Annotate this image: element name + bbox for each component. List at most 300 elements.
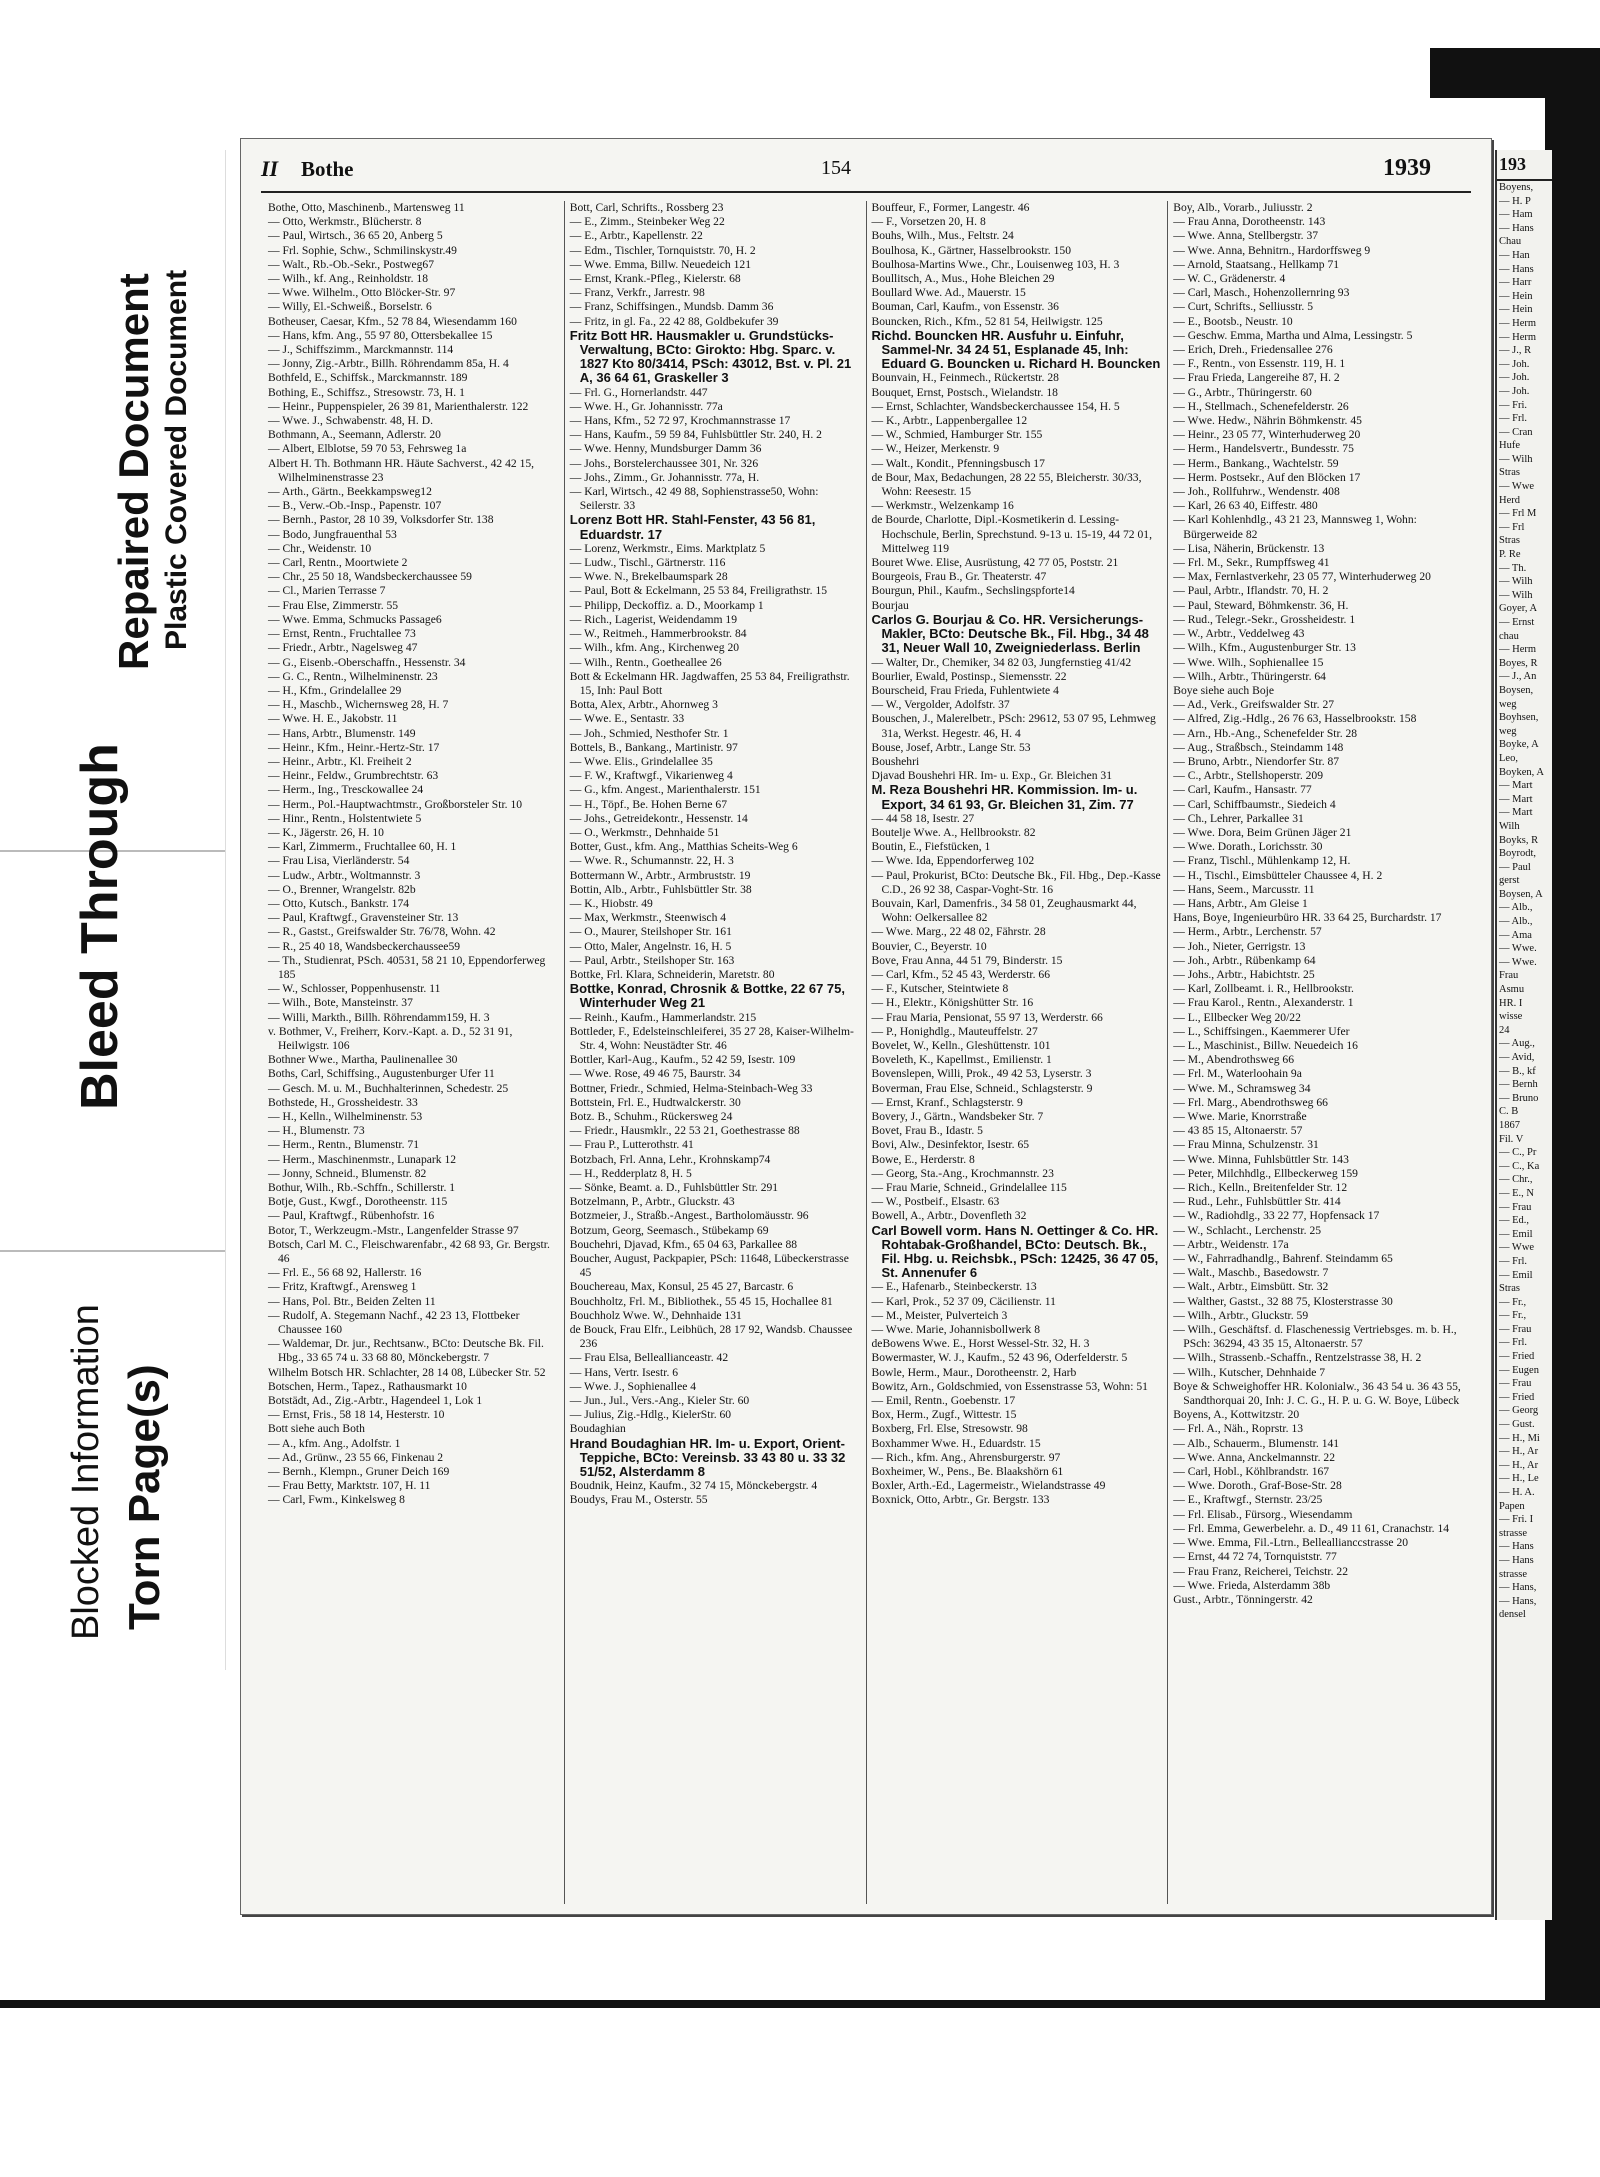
directory-entry: Botzelmann, P., Arbtr., Gluckstr. 43 [569, 1195, 735, 1209]
directory-entry: — Hans, Kfm., 52 72 97, Krochmannstrasse 17 [569, 414, 791, 428]
directory-entry: Botta, Alex, Arbtr., Ahornweg 3 [569, 698, 718, 712]
directory-entry: — Wwe. J., Sophienallee 4 [569, 1379, 697, 1393]
directory-entry: — Wwe. Dora, Beim Grünen Jäger 21 [1173, 825, 1352, 839]
directory-entry: — O., Brenner, Wrangelstr. 82b [268, 882, 416, 896]
directory-entry: — Walt., Kondit., Pfenningsbusch 17 [871, 456, 1045, 470]
opposite-page-line: — H., Ar [1499, 1446, 1539, 1458]
directory-entry: Bovi, Alw., Desinfektor, Isestr. 65 [871, 1138, 1030, 1152]
opposite-page-line: — Frl. [1499, 1337, 1528, 1349]
opposite-page-line: — Bernh [1499, 1079, 1538, 1091]
directory-entry: — Frau Karol., Rentn., Alexanderstr. 1 [1173, 996, 1354, 1010]
directory-entry: — Joh., Arbtr., Rübenkamp 64 [1173, 953, 1316, 967]
directory-entry: — Frau Else, Zimmerstr. 55 [268, 598, 399, 612]
directory-entry: Boucher, August, Packpapier, PSch: 11648, Lübeckerstrasse 45 [569, 1252, 849, 1280]
directory-entry: — Ch., Lehrer, Parkallee 31 [1173, 811, 1304, 825]
directory-entry: Boverman, Frau Else, Schneid., Schlagsterstr. 9 [871, 1081, 1093, 1095]
directory-entry: — Wwe. Marg., 22 48 02, Fährstr. 28 [871, 925, 1046, 939]
directory-entry: Botor, T., Werkzeugm.-Mstr., Langenfelder Strasse 97 [268, 1223, 519, 1237]
directory-entry: — E., Zimm., Steinbeker Weg 22 [569, 215, 725, 229]
directory-entry: — Franz, Schiffsingen., Mundsb. Damm 36 [569, 300, 774, 314]
opposite-page-line: — Wwe. [1499, 956, 1537, 968]
directory-entry: — Walt., Maschb., Basedowstr. 7 [1173, 1266, 1329, 1280]
opposite-page-line: Frau [1499, 970, 1519, 982]
directory-entry: — K., Arbtr., Lappenbergallee 12 [871, 414, 1028, 428]
opposite-page-line: chau [1499, 630, 1519, 642]
directory-entry: — Carl, Schiffbaumstr., Siedeich 4 [1173, 797, 1336, 811]
directory-entry: — Frl. A., Näh., Roprstr. 13 [1173, 1422, 1304, 1436]
directory-entry: — W., Fahrradhandlg., Bahrenf. Steindamm 65 [1173, 1252, 1393, 1266]
directory-entry: Boyens, A., Kottwitzstr. 20 [1173, 1408, 1300, 1422]
directory-entry: — Karl Kohlenhdlg., 43 21 23, Mannsweg 1, Wohn: Bürgerweide 82 [1173, 513, 1417, 541]
directory-entry: v. Bothmer, V., Freiherr, Korv.-Kapt. a. D., 52 31 91, Heilwigstr. 106 [268, 1024, 513, 1052]
directory-entry: — H., Redderplatz 8, H. 5 [569, 1166, 692, 1180]
directory-entry: — Johs., Borstelerchaussee 301, Nr. 326 [569, 456, 759, 470]
directory-entry: Bott, Carl, Schrifts., Rossberg 23 [569, 201, 724, 214]
directory-entry: Richd. Bouncken HR. Ausfuhr u. Einfuhr, Sammel-Nr. 34 24 51, Esplanade 45, Inh: Eduard G. Bouncken u. Richard H. Bouncken [871, 327, 1161, 372]
opposite-page-line: Hufe [1499, 440, 1520, 452]
opposite-page-line: — Th. [1499, 562, 1527, 574]
opposite-page-line: — Hans [1499, 1554, 1534, 1566]
directory-entry: — Rich., Lagerist, Weidendamm 19 [569, 612, 737, 626]
directory-entry: — Frl. Marg., Abendrothsweg 66 [1173, 1095, 1328, 1109]
opposite-page-line: — Mart [1499, 793, 1533, 805]
directory-entry: — Herm., Rentn., Blumenstr. 71 [268, 1138, 420, 1152]
directory-entry: — Bodo, Jungfrauenthal 53 [268, 527, 397, 541]
opposite-page-line: — Hans, [1499, 1582, 1537, 1594]
directory-entry: Gust., Arbtr., Tönningerstr. 42 [1173, 1592, 1313, 1606]
directory-entry: — Wwe. Elis., Grindelallee 35 [569, 754, 713, 768]
directory-entry: — B., Verw.-Ob.-Insp., Papenstr. 107 [268, 499, 442, 513]
opposite-page-line: gerst [1499, 875, 1520, 887]
opposite-page-line: — Han [1499, 249, 1530, 261]
opposite-page-line: Boyhsen, [1499, 712, 1539, 724]
directory-entry: — W., Radiohdlg., 33 22 77, Hopfensack 17 [1173, 1209, 1380, 1223]
directory-entry: — Wwe. Minna, Fuhlsbüttler Str. 143 [1173, 1152, 1349, 1166]
directory-entry: — Paul, Wirtsch., 36 65 20, Anberg 5 [268, 229, 443, 243]
directory-entry: — H., Stellmach., Schenefelderstr. 26 [1173, 399, 1349, 413]
directory-entry: — Hans, Pol. Btr., Beiden Zelten 11 [268, 1294, 436, 1308]
directory-entry: Bourgun, Phil., Kaufm., Sechslingspforte14 [871, 584, 1075, 598]
opposite-page-line: P. Re [1499, 549, 1521, 561]
directory-entry: Boxler, Arth.-Ed., Lagermeistr., Wielandstrasse 49 [871, 1479, 1106, 1493]
directory-column [867, 201, 1169, 1904]
opposite-page-line: — Harr [1499, 277, 1532, 289]
directory-entry: — F., Kutscher, Steintwiete 8 [871, 982, 1009, 996]
directory-entry: — Cl., Marien Terrasse 7 [268, 584, 386, 598]
directory-entry: — Albert, Elblotse, 59 70 53, Fehrsweg 1a [268, 442, 467, 456]
directory-entry: Boulhosa, K., Gärtner, Hasselbrookstr. 150 [871, 243, 1071, 257]
directory-entry: — E., Kraftwgf., Sternstr. 23/25 [1173, 1493, 1323, 1507]
opposite-page-line: Boyke, A [1499, 739, 1539, 751]
directory-entry: — Karl, Zollbeamt. i. R., Hellbrookstr. [1173, 982, 1354, 996]
opposite-page-line: — Eugen [1499, 1364, 1539, 1376]
directory-entry: — Frau Betty, Marktstr. 107, H. 11 [268, 1479, 431, 1493]
directory-entry: — H., Kfm., Grindelallee 29 [268, 683, 402, 697]
directory-entry: — Hans, Arbtr., Blumenstr. 149 [268, 726, 416, 740]
directory-entry: — Wwe. Ida, Eppendorferweg 102 [871, 854, 1035, 868]
directory-column [1168, 201, 1469, 1904]
opposite-page-line: — Emil [1499, 1269, 1533, 1281]
directory-entry: — Arth., Gärtn., Beekkampsweg12 [268, 485, 432, 499]
directory-entry: — Frau Marie, Schneid., Grindelallee 115 [871, 1181, 1067, 1195]
directory-entry: Bouhs, Wilh., Mus., Feltstr. 24 [871, 229, 1014, 243]
opposite-page-line: — Fried [1499, 1351, 1535, 1363]
directory-entry: — G., kfm. Angest., Marienthalerstr. 151 [569, 783, 761, 797]
directory-entry: — M., Abendrothsweg 66 [1173, 1053, 1295, 1067]
directory-page [240, 138, 1492, 1915]
opposite-page-line: — Bruno [1499, 1092, 1539, 1104]
opposite-page-line: — Ama [1499, 929, 1532, 941]
opposite-page-line: — Frl M [1499, 508, 1537, 520]
directory-entry: — Wilh., Geschäftsf. d. Flaschenessig Vertriebsges. m. b. H., PSch: 36294, 43 35 15, Altonaerstr. 57 [1173, 1323, 1457, 1351]
opposite-page-line: — Chr., [1499, 1174, 1533, 1186]
directory-entry: — Paul, Prokurist, BCto: Deutsche Bk., Fil. Hbg., Dep.-Kasse C.D., 26 92 38, Caspar-Voght-Str. 16 [871, 868, 1161, 896]
directory-entry: Bothstede, H., Grossheidestr. 33 [268, 1095, 418, 1109]
directory-entry: Bothing, E., Schiffsz., Stresowstr. 73, H. 1 [268, 385, 465, 399]
directory-entry: — Ernst, Fris., 58 18 14, Hesterstr. 10 [268, 1408, 445, 1422]
opposite-page-line: — Mart [1499, 780, 1533, 792]
directory-entry: — Wwe. M., Schramsweg 34 [1173, 1081, 1311, 1095]
directory-entry: — Fritz, Kraftwgf., Arensweg 1 [268, 1280, 417, 1294]
directory-entry: — Waldemar, Dr. jur., Rechtsanw., BCto: Deutsche Bk. Fil. Hbg., 33 65 74 u. 33 68 80, Mönckebergstr. 7 [268, 1337, 544, 1365]
directory-entry: — Georg, Sta.-Ang., Krochmannstr. 23 [871, 1166, 1054, 1180]
directory-entry: — F., Vorsetzen 20, H. 8 [871, 215, 986, 229]
directory-entry: — W., Reitmeh., Hammerbrookstr. 84 [569, 627, 747, 641]
opposite-page-line: — Wilh [1499, 589, 1533, 601]
directory-entry: — Carl, Masch., Hohenzollernring 93 [1173, 286, 1350, 300]
directory-entry: — Rich., kfm. Ang., Ahrensburgerstr. 97 [871, 1450, 1061, 1464]
opposite-page-line: — Wwe [1499, 1242, 1535, 1254]
opposite-page-line: — Fri. [1499, 399, 1528, 411]
directory-entry: — Th., Studienrat, PSch. 40531, 58 21 10, Eppendorferweg 185 [268, 953, 546, 981]
directory-entry: — Emil, Rentn., Goebenstr. 17 [871, 1394, 1016, 1408]
directory-entry: — Paul, Bott & Eckelmann, 25 53 84, Freiligrathstr. 15 [569, 584, 828, 598]
directory-entry: — Wwe. E., Sentastr. 33 [569, 712, 685, 726]
directory-entry: — Ernst, Krank.-Pfleg., Kielerstr. 68 [569, 272, 741, 286]
directory-entry: — Walter, Dr., Chemiker, 34 82 03, Jungfernstieg 41/42 [871, 655, 1132, 669]
directory-entry: — K., Jägerstr. 26, H. 10 [268, 825, 384, 839]
directory-entry: Bove, Frau Anna, 44 51 79, Binderstr. 15 [871, 953, 1063, 967]
opposite-page-slice [1495, 150, 1552, 1920]
directory-entry: — Reinh., Kaufm., Hammerlandstr. 215 [569, 1010, 757, 1024]
directory-entry: — Peter, Milchhdlg., Ellbeckerweg 159 [1173, 1166, 1358, 1180]
directory-entry: — H., Kelln., Wilhelminenstr. 53 [268, 1110, 423, 1123]
directory-entry: — Herm., Maschinenmstr., Lunapark 12 [268, 1152, 457, 1166]
directory-entry: Boudnik, Heinz, Kaufm., 32 74 15, Mönckebergstr. 4 [569, 1479, 818, 1493]
page-number: 154 [821, 157, 851, 179]
directory-entry: — Frau Elsa, Belleallianceastr. 42 [569, 1351, 729, 1365]
directory-columns [263, 201, 1469, 1904]
opposite-page-line: Wilh [1499, 820, 1520, 832]
directory-entry: — Wwe. N., Brekelbaumspark 28 [569, 570, 728, 584]
directory-entry: — Wwe. Dorath., Lorichsstr. 30 [1173, 840, 1323, 854]
directory-entry: M. Reza Boushehri HR. Kommission. Im- u. Export, 34 61 93, Gr. Bleichen 31, Zim. 77 [871, 782, 1138, 812]
directory-entry: — Hans, kfm. Ang., 55 97 80, Ottersbekallee 15 [268, 328, 493, 342]
directory-entry: — Werkmstr., Welzenkamp 16 [871, 499, 1014, 513]
directory-entry: — C., Arbtr., Stellshoperstr. 209 [1173, 769, 1324, 783]
directory-entry: — W., Schmied, Hamburger Str. 155 [871, 428, 1043, 442]
directory-entry: — Hans, Kaufm., 59 59 84, Fuhlsbüttler Str. 240, H. 2 [569, 428, 822, 442]
directory-entry: — Ad., Grünw., 23 55 66, Finkenau 2 [268, 1450, 444, 1464]
directory-entry: — Paul, Steward, Böhmkenstr. 36, H. [1173, 598, 1349, 612]
directory-entry: — Jonny, Zig.-Arbtr., Billh. Röhrendamm 85a, H. 4 [268, 357, 509, 371]
opposite-page-line: — C., Ka [1499, 1160, 1540, 1172]
opposite-page-line: — Hein [1499, 304, 1533, 316]
directory-entry: Boutelje Wwe. A., Hellbrookstr. 82 [871, 825, 1036, 839]
directory-entry: Botzmeier, J., Straßb.-Angest., Bartholomäusstr. 96 [569, 1209, 809, 1223]
opposite-page-line: — Wilh [1499, 453, 1533, 465]
opposite-page-line: Stras [1499, 467, 1520, 479]
directory-entry: — Frl. Elisab., Fürsorg., Wiesendamm [1173, 1507, 1353, 1521]
directory-entry: — Otto, Werkmstr., Blücherstr. 8 [268, 215, 422, 229]
directory-entry: — Lisa, Näherin, Brückenstr. 13 [1173, 541, 1325, 555]
opposite-page-line: Boyken, A [1499, 766, 1544, 778]
directory-entry: — E., Hafenarb., Steinbeckerstr. 13 [871, 1280, 1037, 1294]
directory-entry: Bouchholz Wwe. W., Dehnhaide 131 [569, 1308, 742, 1322]
opposite-page-line: — H., Ar [1499, 1459, 1539, 1471]
directory-entry: — Frl. Sophie, Schw., Schmilinskystr.49 [268, 243, 457, 257]
directory-entry: — Walt., Rb.-Ob.-Sekr., Postweg67 [268, 257, 434, 271]
directory-entry: — W., Arbtr., Veddelweg 43 [1173, 627, 1305, 641]
opposite-page-line: Leo, [1499, 752, 1518, 764]
directory-entry: — 44 58 18, Isestr. 27 [871, 811, 975, 825]
opposite-page-line: Boyrodt, [1499, 848, 1537, 860]
directory-entry: Bovet, Frau B., Idastr. 5 [871, 1124, 983, 1138]
opposite-page-line: — Fri. I [1499, 1514, 1534, 1526]
directory-entry: — Wwe. Anna, Anckelmannstr. 22 [1173, 1450, 1336, 1464]
directory-entry: — Paul, Kraftwgf., Rübenhofstr. 16 [268, 1209, 435, 1223]
directory-entry: — Willy, El.-Schweiß., Borselstr. 6 [268, 300, 432, 314]
directory-entry: deBowens Wwe. E., Horst Wessel-Str. 32, H. 3 [871, 1337, 1090, 1351]
directory-entry: Bottler, Karl-Aug., Kaufm., 52 42 59, Isestr. 109 [569, 1053, 796, 1067]
directory-entry: — Ludw., Tischl., Gärtnerstr. 116 [569, 556, 726, 570]
directory-entry: Boxhammer Wwe. H., Eduardstr. 15 [871, 1436, 1041, 1450]
directory-entry: Boushehri [871, 754, 920, 768]
directory-entry: — K., Hiobstr. 49 [569, 896, 653, 910]
directory-entry: — Joh., Nieter, Gerrigstr. 13 [1173, 939, 1306, 953]
directory-entry: Botzbach, Frl. Anna, Lehr., Krohnskamp74 [569, 1152, 771, 1166]
directory-entry: — Max, Fernlastverkehr, 23 05 77, Winterhuderweg 20 [1173, 570, 1431, 584]
directory-entry: Bouret Wwe. Elise, Ausrüstung, 42 77 05, Poststr. 21 [871, 556, 1119, 570]
directory-entry: — Carl, Fwm., Kinkelsweg 8 [268, 1493, 405, 1507]
directory-entry: Bourgeois, Frau B., Gr. Theaterstr. 47 [871, 570, 1047, 584]
directory-entry: — Ernst, Schlachter, Wandsbeckerchaussee 154, H. 5 [871, 399, 1120, 413]
directory-entry: Botstädt, Ad., Zig.-Arbtr., Hagendeel 1, Lok 1 [268, 1394, 483, 1408]
directory-column [263, 201, 565, 1904]
directory-entry: — Wwe. H. E., Jakobstr. 11 [268, 712, 398, 726]
opposite-page-line: — B., kf [1499, 1065, 1536, 1077]
year: 1939 [1383, 155, 1431, 181]
opposite-page-line: strasse [1499, 1527, 1527, 1539]
directory-entry: Botschen, Herm., Tapez., Rathausmarkt 10 [268, 1379, 467, 1393]
directory-entry: Bottels, B., Bankang., Martinistr. 97 [569, 740, 738, 754]
directory-entry: Bothner Wwe., Martha, Paulinenallee 30 [268, 1053, 458, 1067]
directory-entry: — Hans, Seem., Marcusstr. 11 [1173, 882, 1315, 896]
directory-entry: — Herm., Handelsvertr., Bundesstr. 75 [1173, 442, 1354, 456]
opposite-page-line: 1867 [1499, 1119, 1520, 1131]
directory-entry: Bouse, Josef, Arbtr., Lange Str. 53 [871, 740, 1031, 754]
directory-entry: — Herm., Ing., Tresckowallee 24 [268, 783, 424, 797]
directory-entry: — Ernst, Kranf., Schlagsterstr. 9 [871, 1095, 1023, 1109]
directory-entry: — Karl, Wirtsch., 42 49 88, Sophienstrasse50, Wohn: Seilerstr. 33 [569, 485, 819, 513]
opposite-page-line: — Fr., [1499, 1296, 1527, 1308]
directory-entry: — Ludw., Arbtr., Woltmannstr. 3 [268, 868, 421, 882]
directory-entry: Bottin, Alb., Arbtr., Fuhlsbüttler Str. 38 [569, 882, 752, 896]
directory-entry: — F. W., Kraftwgf., Vikarienweg 4 [569, 769, 733, 783]
directory-entry: Bouchehri, Djavad, Kfm., 65 04 63, Parkallee 88 [569, 1237, 798, 1251]
opposite-page-line: — Avid, [1499, 1052, 1535, 1063]
directory-entry: — Johs., Zimm., Gr. Johannisstr. 77a, H. [569, 470, 760, 484]
directory-entry: Bottermann W., Arbtr., Armbruststr. 19 [569, 868, 751, 882]
opposite-page-line: — Ham [1499, 209, 1533, 221]
directory-entry: Bouquet, Ernst, Postsch., Wielandstr. 18 [871, 385, 1058, 399]
opposite-page-line: Papen [1499, 1500, 1525, 1512]
directory-entry: Boxberg, Frl. Else, Stresowstr. 98 [871, 1422, 1028, 1436]
directory-entry: Carl Bowell vorm. Hans N. Oettinger & Co. HR. Rohtabak-Großhandel, BCto: Deutsch. Bk., Fil. Hbg. u. Reichsbk., PSch: 12425, 36 47 05, St. Annenufer 6 [871, 1222, 1159, 1281]
directory-entry: Bottner, Friedr., Schmied, Helma-Steinbach-Weg 33 [569, 1081, 813, 1095]
opposite-page-line: — Cran [1499, 426, 1533, 438]
directory-entry: Boudys, Frau M., Osterstr. 55 [569, 1493, 708, 1507]
directory-entry: — Alb., Schauerm., Blumenstr. 141 [1173, 1436, 1340, 1450]
directory-entry: — Frau Franz, Reicherei, Teichstr. 22 [1173, 1564, 1349, 1578]
directory-entry: — Fritz, in gl. Fa., 22 42 88, Goldbekufer 39 [569, 314, 779, 328]
directory-entry: Boye & Schweighoffer HR. Kolonialw., 36 43 54 u. 36 43 55, Sandthorquai 20, Inh: J. C. G., H. P. u. G. W. Boye, Lübeck [1173, 1379, 1461, 1408]
directory-entry: — Frl. M., Waterloohain 9a [1173, 1067, 1302, 1081]
directory-entry: — Heinr., Arbtr., Kl. Freiheit 2 [268, 754, 412, 768]
directory-entry: — O., Werkmstr., Dehnhaide 51 [569, 825, 720, 839]
target-label-plastic-covered-document: Plastic Covered Document [160, 269, 193, 650]
opposite-page-line: — Hans [1499, 263, 1534, 275]
directory-entry: — Arn., Hb.-Ang., Schenefelder Str. 28 [1173, 726, 1358, 740]
directory-entry: Bouncken, Rich., Kfm., 52 81 54, Heilwigstr. 125 [871, 314, 1103, 328]
opposite-page-line: — Frl. [1499, 413, 1528, 425]
directory-entry: — Carl, Kaufm., Hansastr. 77 [1173, 783, 1312, 797]
directory-entry: Botzum, Georg, Seemasch., Stübekamp 69 [569, 1223, 769, 1237]
directory-entry: — A., kfm. Ang., Adolfstr. 1 [268, 1436, 401, 1450]
directory-entry: — Herm. Postsekr., Auf den Blöcken 17 [1173, 470, 1361, 484]
directory-entry: Boutin, E., Fiefstücken, 1 [871, 840, 991, 854]
opposite-page-line: Asmu [1499, 984, 1525, 996]
scanner-edge-bottom [0, 2000, 1600, 2008]
directory-entry: Bourscheid, Frau Frieda, Fuhlentwiete 4 [871, 683, 1059, 697]
target-divider [0, 1250, 225, 1252]
directory-entry: — Wwe. Emma, Billw. Neuedeich 121 [569, 257, 752, 271]
directory-entry: — Wwe. Marie, Knorrstraße [1173, 1110, 1307, 1123]
directory-entry: — Wilh., Kfm., Augustenburger Str. 13 [1173, 641, 1356, 655]
directory-entry: — H., Blumenstr. 73 [268, 1124, 365, 1138]
directory-entry: Albert H. Th. Bothmann HR. Häute Sachverst., 42 42 15, Wilhelminenstrasse 23 [268, 456, 535, 484]
directory-entry: — Karl, Prok., 52 37 09, Cäcilienstr. 11 [871, 1294, 1056, 1308]
directory-entry: — Friedr., Hausmklr., 22 53 21, Goethestrasse 88 [569, 1124, 800, 1138]
opposite-page-line: — Herm [1499, 331, 1537, 343]
directory-entry: — Ernst, 44 72 74, Tornquiststr. 77 [1173, 1550, 1337, 1564]
directory-entry: Boths, Carl, Schiffsing., Augustenburger Ufer 11 [268, 1067, 495, 1081]
directory-entry: — Max, Werkmstr., Steenwisch 4 [569, 911, 727, 925]
directory-entry: — Chr., Weidenstr. 10 [268, 541, 372, 555]
directory-entry: Bouvier, C., Beyerstr. 10 [871, 939, 987, 953]
opposite-page-line: Chau [1499, 236, 1522, 248]
scanner-edge-right [1545, 48, 1600, 2008]
directory-entry: Bowle, Herm., Maur., Dorotheenstr. 2, Harb [871, 1365, 1077, 1379]
opposite-page-line: — Ed., [1499, 1215, 1530, 1227]
directory-entry: — H., Töpf., Be. Hohen Berne 67 [569, 797, 727, 811]
directory-entry: — Wwe. R., Schumannstr. 22, H. 3 [569, 854, 734, 868]
directory-entry: — Wwe. Frieda, Alsterdamm 38b [1173, 1578, 1331, 1592]
directory-entry: — Wwe. Wilhelm., Otto Blöcker-Str. 97 [268, 286, 456, 300]
opposite-page-line: — Fried [1499, 1391, 1535, 1403]
opposite-page-line: — Georg [1499, 1405, 1539, 1417]
directory-entry: — Johs., Getreidekontr., Hessenstr. 14 [569, 811, 748, 825]
directory-entry: — Lorenz, Werkmstr., Eims. Marktplatz 5 [569, 541, 766, 555]
directory-entry: — Frl. M., Sekr., Rumpffsweg 41 [1173, 556, 1330, 570]
opposite-page-line: — Hans [1499, 1541, 1534, 1553]
directory-entry: — Paul, Kraftwgf., Gravensteiner Str. 13 [268, 911, 459, 925]
directory-entry: — E., Arbtr., Kapellenstr. 22 [569, 229, 703, 243]
directory-entry: — Wilh., Rentn., Goetheallee 26 [569, 655, 722, 669]
directory-entry: Bouman, Carl, Kaufm., von Essenstr. 36 [871, 300, 1059, 314]
directory-entry: — Geschw. Emma, Martha und Alma, Lessingstr. 5 [1173, 328, 1413, 342]
directory-entry: — L., Schiffsingen., Kaemmerer Ufer [1173, 1024, 1350, 1038]
directory-entry: Box, Herm., Zugf., Wittestr. 15 [871, 1408, 1017, 1422]
directory-entry: — Hans, Vertr. Isestr. 6 [569, 1365, 679, 1379]
opposite-page-line: Stras [1499, 535, 1520, 547]
directory-entry: — Philipp, Deckoffiz. a. D., Moorkamp 1 [569, 598, 764, 612]
directory-entry: — Herm., Pol.-Hauptwachtmstr., Großborsteler Str. 10 [268, 797, 523, 811]
directory-column [565, 201, 867, 1904]
directory-entry: — Wilh., kf. Ang., Reinholdstr. 18 [268, 272, 429, 286]
directory-entry: — Frl. E., 56 68 92, Hallerstr. 16 [268, 1266, 422, 1280]
directory-entry: — L., Ellbecker Weg 20/22 [1173, 1010, 1301, 1024]
directory-entry: Bowe, E., Herderstr. 8 [871, 1152, 975, 1166]
directory-entry: — Edm., Tischler, Tornquiststr. 70, H. 2 [569, 243, 756, 257]
directory-entry: — Frau Maria, Pensionat, 55 97 13, Werderstr. 66 [871, 1010, 1103, 1024]
directory-entry: — Wwe. Emma, Fil.-Ltrn., Belleallianccstrasse 20 [1173, 1536, 1409, 1550]
directory-entry: Bothfeld, E., Schiffsk., Marckmannstr. 189 [268, 371, 468, 385]
directory-entry: — G., Eisenb.-Oberschaffn., Hessenstr. 34 [268, 655, 466, 669]
directory-entry: Bothmann, A., Seemann, Adlerstr. 20 [268, 428, 441, 442]
directory-entry: Carlos G. Bourjau & Co. HR. Versicherungs-Makler, BCto: Deutsche Bk., Fil. Hbg., 34 48 31, Neuer Wall 10, Zweigniederlass. Berlin [871, 611, 1149, 656]
directory-entry: — M., Meister, Pulverteich 3 [871, 1308, 1008, 1322]
directory-entry: — H., Tischl., Eimsbütteler Chaussee 4, H. 2 [1173, 868, 1383, 882]
directory-entry: Bott & Eckelmann HR. Jagdwaffen, 25 53 84, Freiligrathstr. 15, Inh: Paul Bott [569, 669, 850, 697]
directory-entry: — R., Gastst., Greifswalder Str. 76/78, Wohn. 42 [268, 925, 496, 939]
directory-entry: Bounvain, H., Feinmech., Rückertstr. 28 [871, 371, 1059, 385]
directory-entry: — Johs., Arbtr., Habichtstr. 25 [1173, 967, 1315, 981]
directory-entry: — Wwe. H., Gr. Johannisstr. 77a [569, 399, 723, 413]
opposite-page-line: HR. I [1499, 997, 1523, 1009]
opposite-page-line: — H. P [1499, 195, 1531, 207]
directory-entry: — G., Arbtr., Thüringerstr. 60 [1173, 385, 1312, 399]
directory-entry: — Otto, Kutsch., Bankstr. 174 [268, 896, 410, 910]
directory-entry: Boullard Wwe. Ad., Mauerstr. 15 [871, 286, 1026, 300]
directory-entry: de Bour, Max, Bedachungen, 28 22 55, Bleicherstr. 30/33, Wohn: Reesestr. 15 [871, 470, 1142, 499]
opposite-page-line: — Herm [1499, 317, 1537, 329]
directory-entry: — Willi, Markth., Billh. Röhrendamm159, H. 3 [268, 1010, 490, 1024]
opposite-page-line: Boysen, A [1499, 888, 1543, 900]
opposite-page-line: — Wwe [1499, 481, 1535, 493]
directory-entry: — 43 85 15, Altonaerstr. 57 [1173, 1124, 1303, 1138]
directory-entry: — Wwe. Wilh., Sophienallee 15 [1173, 655, 1324, 669]
opposite-page-line: — Frau [1499, 1323, 1532, 1335]
opposite-page-line: — C., Pr [1499, 1147, 1537, 1159]
directory-entry: — Ad., Verk., Greifswalder Str. 27 [1173, 698, 1335, 712]
directory-entry: — Heinr., Kfm., Heinr.-Hertz-Str. 17 [268, 740, 440, 754]
directory-entry: Boye siehe auch Boje [1173, 683, 1275, 697]
directory-entry: — Jun., Jul., Vers.-Ang., Kieler Str. 60 [569, 1394, 750, 1408]
directory-entry: Boveleth, K., Kapellmst., Emilienstr. 1 [871, 1053, 1052, 1067]
directory-entry: Bothur, Wilh., Rb.-Schffn., Schillerstr. 1 [268, 1181, 456, 1195]
directory-entry: — Bruno, Arbtr., Niendorfer Str. 87 [1173, 754, 1340, 768]
